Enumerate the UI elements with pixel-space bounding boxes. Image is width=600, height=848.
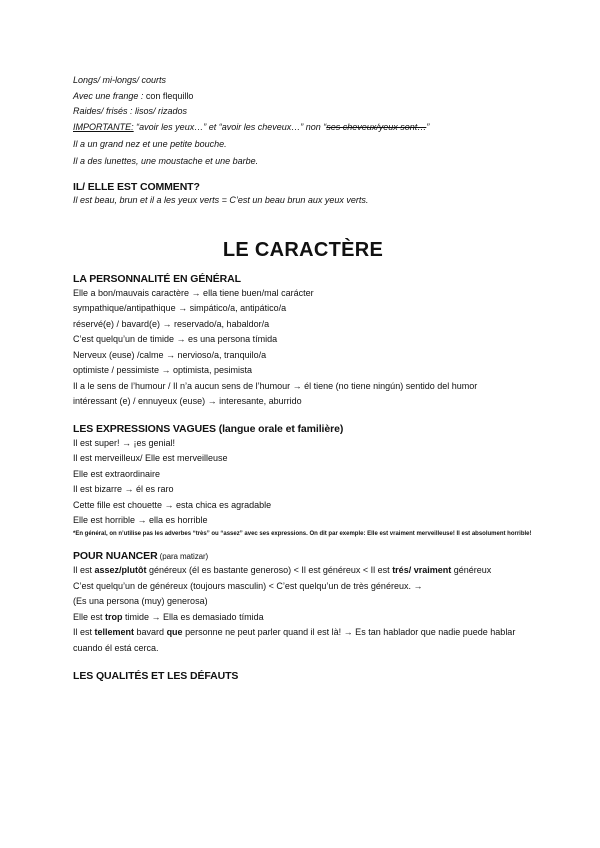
vagues-heading xyxy=(73,423,533,435)
nuancer-line-4 xyxy=(73,610,533,626)
important-closing-quote: ” xyxy=(426,121,430,132)
fringe-spanish: con flequillo xyxy=(143,90,194,101)
nuancer-l1-a: Il est xyxy=(73,565,95,575)
vagues-line: Cette fille est chouette → esta chica es agradable xyxy=(73,499,272,510)
personnalite-section xyxy=(73,273,533,410)
personnalite-heading xyxy=(73,273,533,285)
vagues-line: Il est bizarre → él es raro xyxy=(73,484,174,494)
nuancer-l4-b: trop xyxy=(105,611,123,622)
nose-mouth-line: Il a un grand nez et une petite bouche. xyxy=(73,139,227,149)
personnalite-line: Elle a bon/mauvais caractère → ella tiene buen/mal carácter xyxy=(73,287,314,298)
nuancer-line-2: C’est quelqu’un de généreux (toujours masculin) < C’est quelqu’un de très généreux. → xyxy=(73,580,423,591)
nuancer-l4-a: Elle est xyxy=(73,611,106,622)
qualites-heading-text: LES QUALITÉS ET LES DÉFAUTS xyxy=(73,670,239,682)
nuancer-l5-d: que xyxy=(166,627,183,637)
important-text: “avoir les yeux…” et “avoir les cheveux…” non “ xyxy=(133,121,327,132)
vagues-note: *En général, on n’utilise pas les adverbes “très” ou “assez” avec ses expressions. On dit par exemple: Elle est vraiment merveilleuse! Il est absolument horrible! xyxy=(73,530,532,537)
personnalite-line: optimiste / pessimiste → optimista, pesimista xyxy=(73,365,253,375)
personnalite-line: Il a le sens de l’humour / Il n’a aucun sens de l’humour → él tiene (no tiene ningún) sentido del humor xyxy=(73,380,478,391)
nuancer-l1-d: trés/ vraiment xyxy=(392,565,452,575)
main-title: LE CARACTÈRE xyxy=(222,238,384,261)
nuancer-heading-text: POUR NUANCER xyxy=(73,550,158,562)
vagues-section xyxy=(73,423,533,540)
important-label: IMPORTANTE: xyxy=(73,121,134,132)
personnalite-line: C’est quelqu’un de timide → es una persona tímida xyxy=(73,334,278,344)
nuancer-l5-e: personne ne peut parler quand il est là! → Es tan hablador que nadie puede hablar cuando él está cerca. xyxy=(73,627,516,653)
nuancer-l1-e: généreux xyxy=(451,565,492,575)
important-struck-text: ses cheveux/yeux sont… xyxy=(326,121,427,132)
vagues-line: Elle est horrible → ella es horrible xyxy=(73,515,208,525)
document-content xyxy=(73,73,533,682)
hair-texture-line: Raides/ frisés : lisos/ rizados xyxy=(73,106,188,116)
nuancer-l5-a: Il est xyxy=(73,627,95,637)
vagues-line: Il est merveilleux/ Elle est merveilleuse xyxy=(73,453,228,463)
comment-text: Il est beau, brun et il a les yeux verts = C’est un beau brun aux yeux verts. xyxy=(73,195,369,205)
vagues-line: Il est super! → ¡es genial! xyxy=(73,437,176,448)
hair-length-line: Longs/ mi-longs/ courts xyxy=(73,75,167,85)
comment-heading xyxy=(73,181,533,193)
nuancer-l5-b: tellement xyxy=(94,627,135,637)
personnalite-line: réservé(e) / bavard(e) → reservado/a, habaldor/a xyxy=(73,318,270,329)
vagues-heading-text: LES EXPRESSIONS VAGUES (langue orale et familière) xyxy=(73,422,344,435)
fringe-french: Avec une frange : xyxy=(73,90,144,101)
qualites-heading xyxy=(73,670,533,682)
nuancer-l1-c: généreux (él es bastante generoso) < Il est généreux < Il est xyxy=(146,565,393,575)
glasses-line: Il a des lunettes, une moustache et une barbe. xyxy=(73,155,259,166)
personnalite-heading-text: LA PERSONNALITÉ EN GÉNÉRAL xyxy=(73,272,241,285)
nuancer-heading-translation: (para matizar) xyxy=(157,552,209,561)
personnalite-line: sympathique/antipathique → simpático/a, antipático/a xyxy=(73,303,287,313)
personnalite-line: Nerveux (euse) /calme → nervioso/a, tranquilo/a xyxy=(73,349,267,360)
comment-heading-text: IL/ ELLE EST COMMENT? xyxy=(73,181,200,193)
qualites-section xyxy=(73,670,533,682)
personnalite-line: intéressant (e) / ennuyeux (euse) → interesante, aburrido xyxy=(73,396,302,406)
nuancer-section xyxy=(73,550,533,656)
nuancer-l1-b: assez/plutôt xyxy=(94,565,147,575)
comment-section xyxy=(73,181,533,209)
fringe-line xyxy=(73,89,533,105)
important-line xyxy=(73,120,533,136)
nuancer-l5-c: bavard xyxy=(134,627,167,637)
nuancer-heading xyxy=(73,550,533,562)
nuancer-line-5 xyxy=(73,625,533,656)
hair-description-block xyxy=(73,73,533,169)
nuancer-l4-c: timide → Ella es demasiado tímida xyxy=(122,611,264,622)
vagues-line: Elle est extraordinaire xyxy=(73,468,161,479)
nuancer-line-1 xyxy=(73,563,533,579)
nuancer-line-3: (Es una persona (muy) generosa) xyxy=(73,596,208,606)
